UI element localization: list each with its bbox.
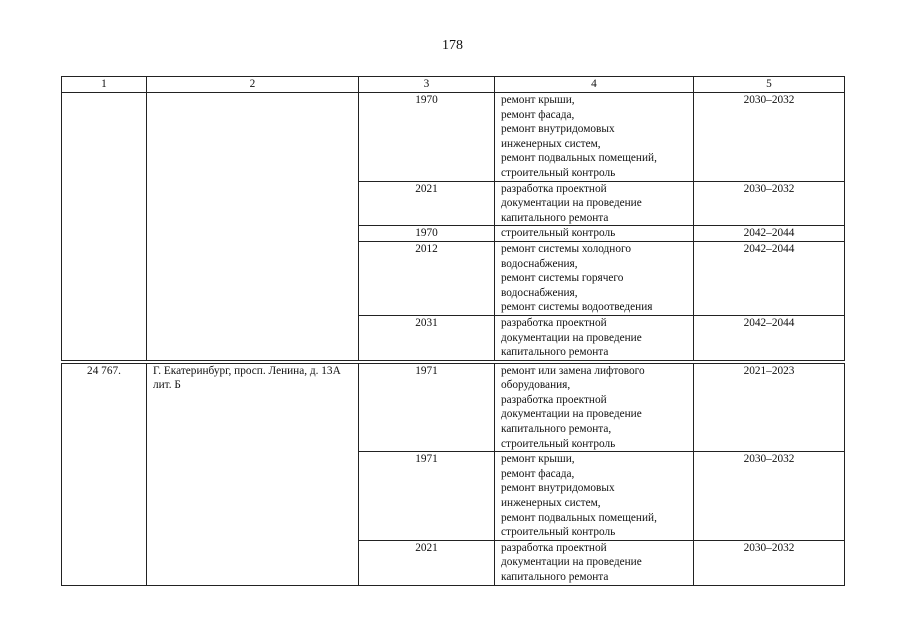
period-cell: 2030–2032 (694, 181, 845, 226)
object-number-cell: 24 767. (62, 363, 147, 585)
work-item: разработка проектной (501, 182, 607, 195)
column-header: 2 (147, 77, 359, 93)
work-item: разработка проектной (501, 316, 607, 329)
work-item: строительный контроль (501, 526, 616, 539)
address-cell (147, 93, 359, 361)
year-cell: 2021 (359, 181, 495, 226)
period-cell: 2042–2044 (694, 315, 845, 360)
column-header: 3 (359, 77, 495, 93)
page-number: 178 (442, 38, 463, 53)
year-cell: 2021 (359, 540, 495, 585)
column-header: 5 (694, 77, 845, 93)
work-item: инженерных систем, (501, 497, 601, 510)
period-cell: 2030–2032 (694, 452, 845, 541)
work-item: документации на проведение (501, 556, 642, 569)
work-item: ремонт внутридомовых (501, 123, 615, 136)
work-item: ремонт крыши, (501, 94, 575, 106)
work-type-cell (495, 540, 694, 585)
work-item: ремонт фасада, (501, 467, 575, 480)
work-item: водоснабжения, (501, 257, 578, 270)
column-header: 4 (495, 77, 694, 93)
work-item: водоснабжения, (501, 286, 578, 299)
table-header-row (62, 77, 845, 93)
work-item: строительный контроль (501, 227, 616, 240)
period-cell: 2021–2023 (694, 363, 845, 452)
table-row (62, 93, 845, 182)
work-item: разработка проектной (501, 393, 607, 406)
year-cell: 1971 (359, 452, 495, 541)
work-item: строительный контроль (501, 437, 616, 450)
work-item: строительный контроль (501, 166, 616, 179)
table-body (62, 93, 845, 586)
work-type-cell (495, 226, 694, 242)
work-type-cell (495, 181, 694, 226)
year-cell: 1971 (359, 363, 495, 452)
work-type-cell (495, 315, 694, 360)
table-row (62, 363, 845, 452)
work-item: ремонт крыши, (501, 453, 575, 466)
column-header: 1 (62, 77, 147, 93)
work-item: ремонт подвальных помещений, (501, 511, 657, 524)
object-number-cell (62, 93, 147, 361)
period-cell: 2042–2044 (694, 226, 845, 242)
work-item: документации на проведение (501, 408, 642, 421)
year-cell: 1970 (359, 226, 495, 242)
repair-schedule-table (61, 76, 845, 586)
work-type-cell (495, 93, 694, 182)
year-cell: 2031 (359, 315, 495, 360)
work-item: ремонт системы холодного (501, 242, 631, 255)
work-item: капитального ремонта (501, 346, 609, 359)
work-item: документации на проведение (501, 197, 642, 210)
work-item: ремонт подвальных помещений, (501, 152, 657, 165)
work-item: оборудования, (501, 379, 571, 392)
work-item: капитального ремонта (501, 571, 609, 583)
work-item: разработка проектной (501, 541, 607, 554)
work-type-cell (495, 363, 694, 452)
work-item: ремонт системы водоотведения (501, 301, 653, 314)
period-cell: 2030–2032 (694, 93, 845, 182)
year-cell: 2012 (359, 241, 495, 315)
work-type-cell (495, 452, 694, 541)
year-cell: 1970 (359, 93, 495, 182)
work-item: ремонт фасада, (501, 108, 575, 121)
work-item: документации на проведение (501, 331, 642, 344)
period-cell: 2030–2032 (694, 540, 845, 585)
work-item: ремонт системы горячего (501, 272, 624, 285)
work-type-cell (495, 241, 694, 315)
work-item: ремонт внутридомовых (501, 482, 615, 495)
work-item: капитального ремонта, (501, 423, 612, 436)
work-item: капитального ремонта (501, 211, 609, 224)
address-cell: Г. Екатеринбург, просп. Ленина, д. 13А лит. Б (147, 363, 359, 585)
work-item: инженерных систем, (501, 137, 601, 150)
period-cell: 2042–2044 (694, 241, 845, 315)
work-item: ремонт или замена лифтового (501, 364, 645, 377)
